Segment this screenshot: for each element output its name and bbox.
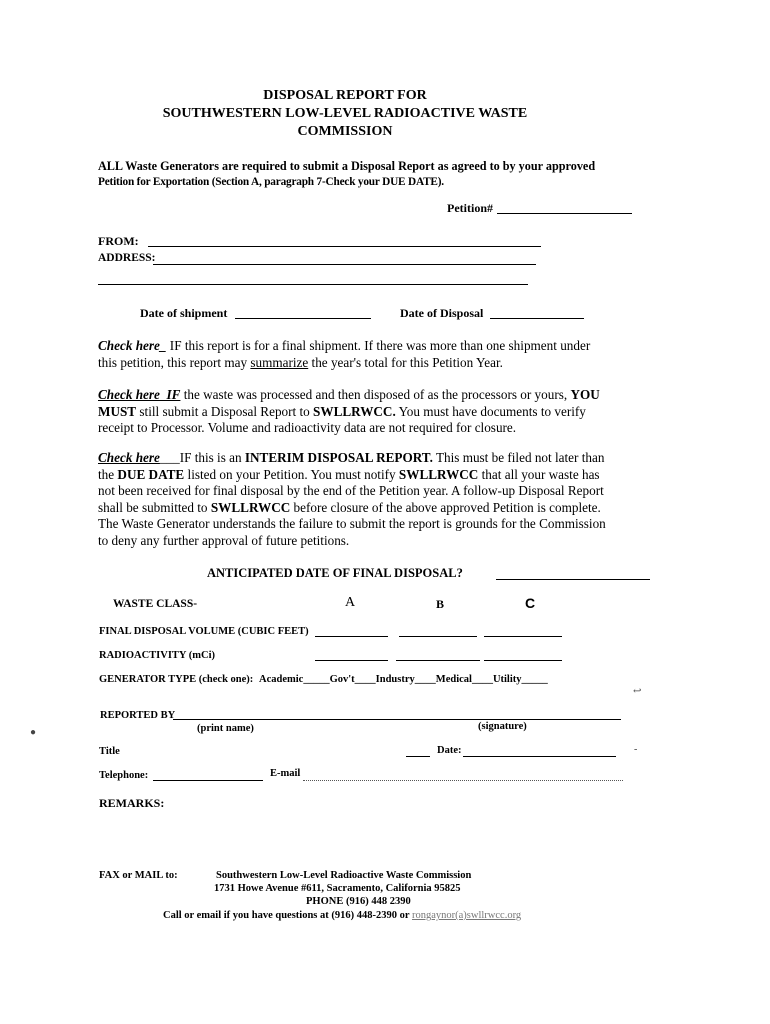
check-processed[interactable]: Check here_IF — [98, 387, 181, 402]
date-label: Date: — [437, 745, 462, 756]
generator-medical[interactable]: Medical — [435, 674, 472, 685]
scan-speck: ● — [30, 727, 37, 738]
date-disposal-line[interactable] — [490, 318, 584, 319]
scan-speck: - — [634, 744, 638, 755]
check-interim[interactable]: Check here — [98, 450, 160, 465]
footer-email-link[interactable]: rongaynor(a)swllrwcc.org — [411, 910, 522, 921]
email-label: E-mail — [270, 768, 301, 779]
radioactivity-c-line[interactable] — [484, 660, 562, 661]
address-input-line-2[interactable] — [98, 284, 528, 285]
fax-mail-label: FAX or MAIL to: — [99, 870, 178, 881]
section-final-shipment: Check here_ IF this report is for a final shipment. If there was more than one shipment under this petition, this report may summarize the year's total for this Petition Year. — [98, 338, 591, 370]
class-c-label: C — [525, 595, 536, 611]
remarks-label: REMARKS: — [99, 796, 165, 810]
title-line-2: SOUTHWESTERN LOW-LEVEL RADIOACTIVE WASTE — [162, 106, 528, 121]
footer-call: Call or email if you have questions at (916) 448-2390 or rongaynor(a)swllrwcc.org — [163, 910, 522, 921]
telephone-input-line[interactable] — [153, 780, 263, 781]
volume-label: FINAL DISPOSAL VOLUME (CUBIC FEET) — [99, 626, 309, 637]
generator-industry[interactable]: Industry — [375, 674, 415, 685]
intro-line-2: Petition for Exportation (Section A, paragraph 7-Check your DUE DATE). — [98, 176, 444, 188]
print-name-caption: (print name) — [197, 723, 254, 734]
petition-input-line[interactable] — [497, 213, 632, 214]
waste-class-label: WASTE CLASS- — [113, 598, 198, 610]
generator-academic[interactable]: Academic — [259, 674, 304, 685]
scan-speck: ↩ — [633, 686, 642, 697]
address-label: ADDRESS: — [98, 252, 156, 264]
date-input-line[interactable] — [463, 756, 616, 757]
radioactivity-label: RADIOACTIVITY (mCi) — [99, 650, 215, 661]
radioactivity-a-line[interactable] — [315, 660, 388, 661]
volume-a-line[interactable] — [315, 636, 388, 637]
section-processed: Check here_IF the waste was processed and then disposed of as the processors or yours, YOU MUST still submit a Disposal Report to SWLLRWCC. You must have documents to verify receipt to Processor. Volume and radioactivity data are not required for closure. — [98, 387, 600, 436]
title-label: Title — [99, 746, 120, 757]
date-disposal-label: Date of Disposal — [400, 306, 484, 320]
title-line-1: DISPOSAL REPORT FOR — [263, 88, 427, 103]
footer-org: Southwestern Low-Level Radioactive Waste Commission — [216, 870, 472, 881]
telephone-label: Telephone: — [99, 770, 149, 781]
petition-label: Petition# — [447, 201, 493, 215]
date-shipment-line[interactable] — [235, 318, 371, 319]
intro-line-1: ALL Waste Generators are required to submit a Disposal Report as agreed to by your approved — [98, 159, 596, 173]
from-input-line[interactable] — [148, 246, 541, 247]
footer-phone: PHONE (916) 448 2390 — [306, 896, 411, 907]
class-a-label: A — [345, 595, 356, 610]
check-final-shipment[interactable]: Check here — [98, 338, 160, 353]
reported-by-line[interactable] — [173, 719, 621, 720]
section-interim: Check here___IF this is an INTERIM DISPOSAL REPORT. This must be filed not later than the DUE DATE listed on your Petition. You must notify SWLLRWCC that all your waste has not been received for final disposal by the end of the Petition year. A follow-up Disposal Report shall be submitted to SWLLRWCC before closure of the above approved Petition is complete. The Waste Generator understands the failure to submit the report is grounds for the Commission to deny any further approval of future petitions. — [98, 450, 606, 548]
anticipated-input-line[interactable] — [496, 579, 650, 580]
generator-utility[interactable]: Utility — [492, 674, 522, 685]
radioactivity-b-line[interactable] — [396, 660, 480, 661]
generator-type-label: GENERATOR TYPE (check one): — [99, 674, 254, 685]
volume-b-line[interactable] — [399, 636, 477, 637]
address-input-line[interactable] — [153, 264, 536, 265]
generator-govt[interactable]: Gov't — [329, 674, 355, 685]
title-short-line[interactable] — [406, 756, 430, 757]
from-label: FROM: — [98, 234, 139, 248]
date-shipment-label: Date of shipment — [140, 306, 228, 320]
volume-c-line[interactable] — [484, 636, 562, 637]
footer-address: 1731 Howe Avenue #611, Sacramento, California 95825 — [214, 883, 461, 894]
class-b-label: B — [436, 597, 445, 611]
email-input-line[interactable] — [303, 780, 623, 781]
reported-by-label: REPORTED BY — [100, 710, 176, 721]
generator-type-options: Academic_____Gov't____Industry____Medical____Utility_____ — [259, 674, 548, 685]
anticipated-label: ANTICIPATED DATE OF FINAL DISPOSAL? — [207, 566, 463, 580]
title-line-3: COMMISSION — [297, 124, 393, 139]
signature-caption: (signature) — [478, 721, 527, 732]
